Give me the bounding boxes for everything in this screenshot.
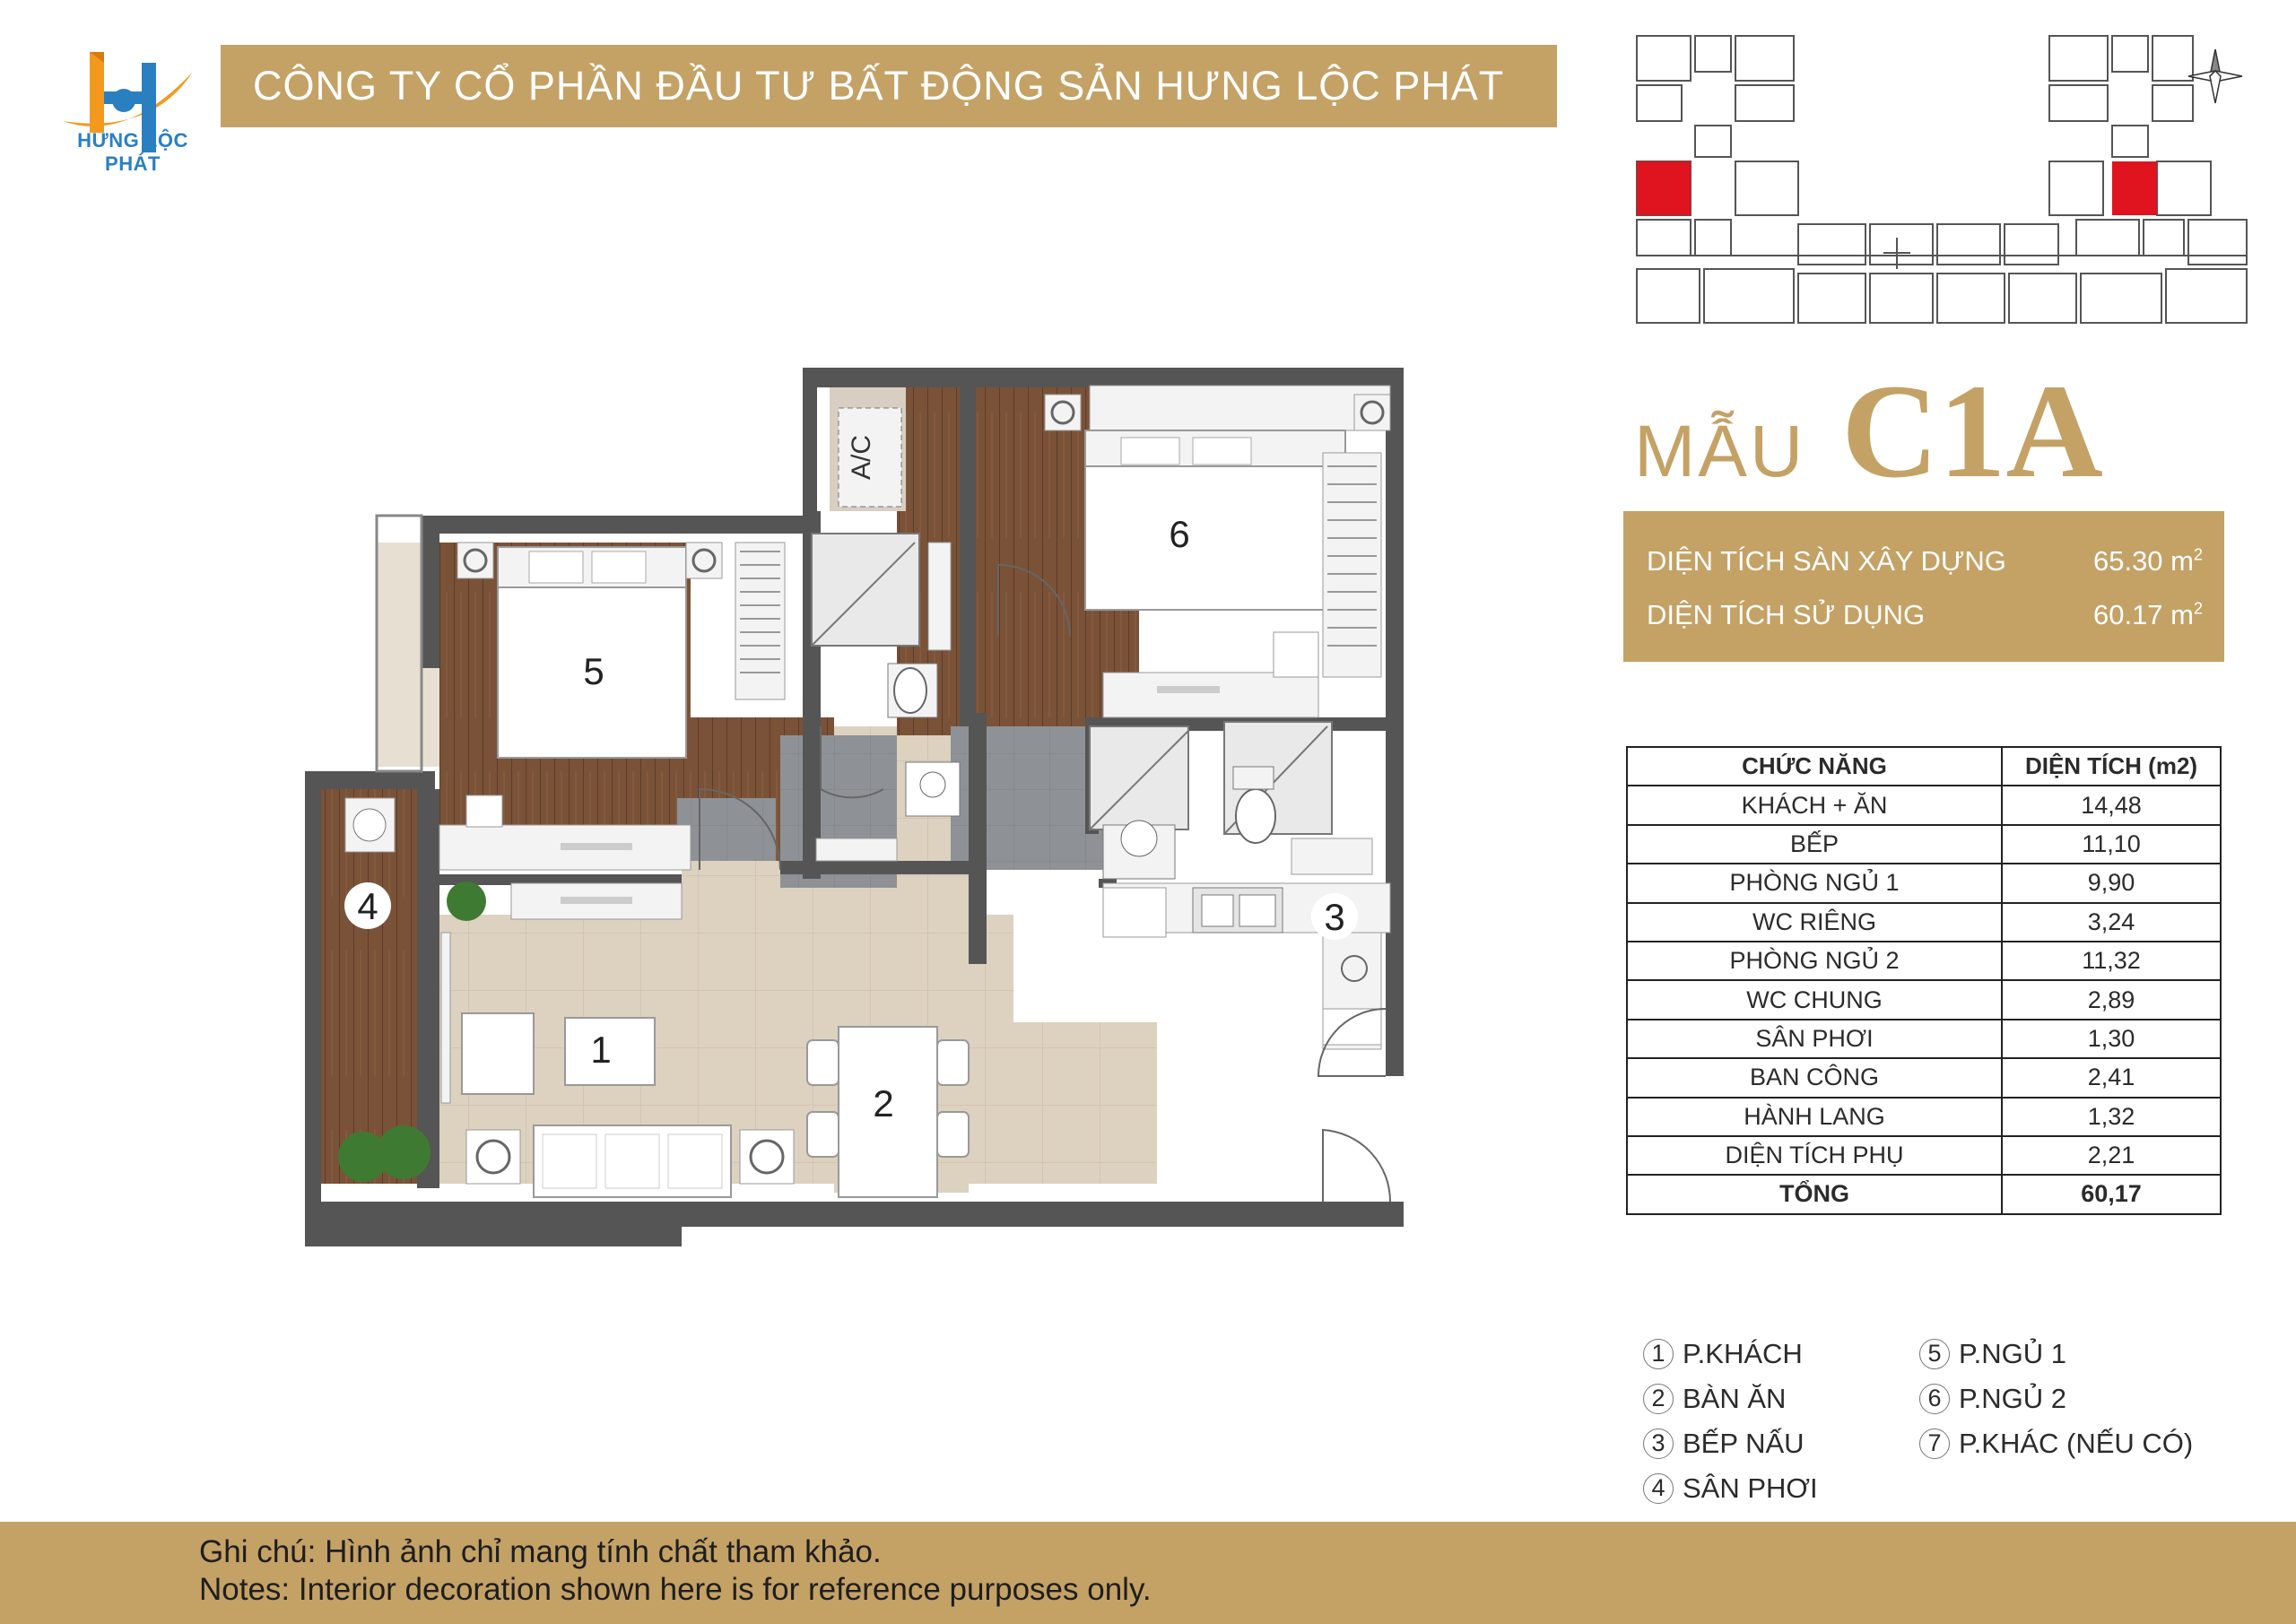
legend-number: 3 — [1643, 1429, 1674, 1459]
room-number-6: 6 — [1169, 513, 1190, 555]
table-row — [1627, 864, 2221, 902]
note-vietnamese: Ghi chú: Hình ảnh chỉ mang tính chất tham khảo. — [199, 1534, 882, 1569]
legend-item-1 — [1643, 1336, 1803, 1370]
table-cell-function: PHÒNG NGỦ 2 — [1627, 942, 2002, 980]
table-cell-area: 1,30 — [2002, 1020, 2221, 1058]
legend-number: 4 — [1643, 1473, 1674, 1504]
legend-number: 5 — [1919, 1339, 1950, 1369]
legend-item-6 — [1919, 1381, 2066, 1415]
room-number-1: 1 — [590, 1029, 612, 1071]
unit-title — [1634, 354, 2103, 506]
legend-number: 6 — [1919, 1384, 1950, 1414]
usable-area-value: 60.17 $m^2$ — [2092, 599, 2203, 630]
logo-text: HƯNG LỘC PHÁT — [77, 129, 188, 175]
table-row — [1627, 903, 2221, 942]
legend-item-7 — [1919, 1426, 2193, 1460]
header-area: DIỆN TÍCH (m2) — [2002, 747, 2221, 786]
area-breakdown-table — [1626, 746, 2222, 1215]
key-plan-diagram — [1628, 27, 2256, 341]
table-row — [1627, 1098, 2221, 1136]
table-row — [1627, 1058, 2221, 1097]
table-cell-area: 11,32 — [2002, 942, 2221, 980]
highlighted-unit-right — [2112, 161, 2157, 215]
unit-prefix: MẪU — [1634, 411, 1806, 492]
unit-code: C1A — [1841, 357, 2103, 506]
table-cell-function: PHÒNG NGỦ 1 — [1627, 864, 2002, 902]
table-cell-function: BẾP — [1627, 825, 2002, 864]
table-cell-function: WC CHUNG — [1627, 980, 2002, 1019]
legend-label: SÂN PHƠI — [1683, 1472, 1818, 1504]
table-cell-function: KHÁCH + ĂN — [1627, 786, 2002, 824]
table-row — [1627, 1136, 2221, 1175]
legend-number: 7 — [1919, 1429, 1950, 1459]
usable-area-label: DIỆN TÍCH SỬ DỤNG — [1647, 599, 1926, 630]
table-cell-area: 2,41 — [2002, 1058, 2221, 1097]
table-cell-area: 1,32 — [2002, 1098, 2221, 1136]
table-cell-function: HÀNH LANG — [1627, 1098, 2002, 1136]
legend-label: P.KHÁCH — [1683, 1337, 1803, 1369]
legend-label: BẾP NẤU — [1683, 1427, 1805, 1459]
ac-label: A/C — [847, 434, 876, 481]
footer-notes — [0, 1522, 2296, 1624]
table-row — [1627, 786, 2221, 824]
room-number-3: 3 — [1324, 896, 1345, 938]
legend-label: P.KHÁC (NẾU CÓ) — [1959, 1427, 2194, 1459]
total-label: TỔNG — [1627, 1175, 2002, 1213]
table-cell-area: 11,10 — [2002, 825, 2221, 864]
compass-icon — [2188, 49, 2242, 103]
table-cell-area: 9,90 — [2002, 864, 2221, 902]
built-area-value: 65.30 $m^2$ — [2092, 545, 2203, 577]
room-number-4: 4 — [357, 885, 378, 927]
table-header-row — [1627, 747, 2221, 786]
table-cell-function: SÂN PHƠI — [1627, 1020, 2002, 1058]
header-function: CHỨC NĂNG — [1627, 747, 2002, 786]
table-total-row — [1627, 1175, 2221, 1213]
table-cell-function: BAN CÔNG — [1627, 1058, 2002, 1097]
table-cell-function: WC RIÊNG — [1627, 903, 2002, 942]
room-legend — [1643, 1336, 2271, 1515]
legend-label: P.NGỦ 1 — [1959, 1337, 2067, 1369]
legend-number: 2 — [1643, 1384, 1674, 1414]
highlighted-unit-left — [1637, 161, 1691, 215]
floor-plan — [296, 359, 1417, 1255]
table-row — [1627, 980, 2221, 1019]
table-cell-area: 14,48 — [2002, 786, 2221, 824]
area-summary-box — [1623, 511, 2224, 662]
legend-label: BÀN ĂN — [1683, 1382, 1787, 1414]
table-cell-area: 2,21 — [2002, 1136, 2221, 1175]
room-number-5: 5 — [583, 650, 604, 692]
company-name: CÔNG TY CỔ PHẦN ĐẦU TƯ BẤT ĐỘNG SẢN HƯNG LỘC PHÁT — [253, 63, 1505, 109]
legend-item-2 — [1643, 1381, 1786, 1415]
legend-label: P.NGỦ 2 — [1959, 1382, 2067, 1414]
total-value: 60,17 — [2002, 1175, 2221, 1213]
legend-item-3 — [1643, 1426, 1805, 1460]
table-row — [1627, 942, 2221, 980]
company-banner — [221, 45, 1557, 127]
legend-number: 1 — [1643, 1339, 1674, 1369]
built-area-label: DIỆN TÍCH SÀN XÂY DỰNG — [1647, 545, 2006, 577]
table-cell-area: 2,89 — [2002, 980, 2221, 1019]
table-cell-function: DIỆN TÍCH PHỤ — [1627, 1136, 2002, 1175]
table-row — [1627, 825, 2221, 864]
note-english: Notes: Interior decoration shown here is for reference purposes only. — [199, 1572, 1152, 1607]
table-row — [1627, 1020, 2221, 1058]
legend-item-5 — [1919, 1336, 2066, 1370]
table-cell-area: 3,24 — [2002, 903, 2221, 942]
legend-item-4 — [1643, 1471, 1818, 1505]
room-number-2: 2 — [873, 1082, 894, 1125]
